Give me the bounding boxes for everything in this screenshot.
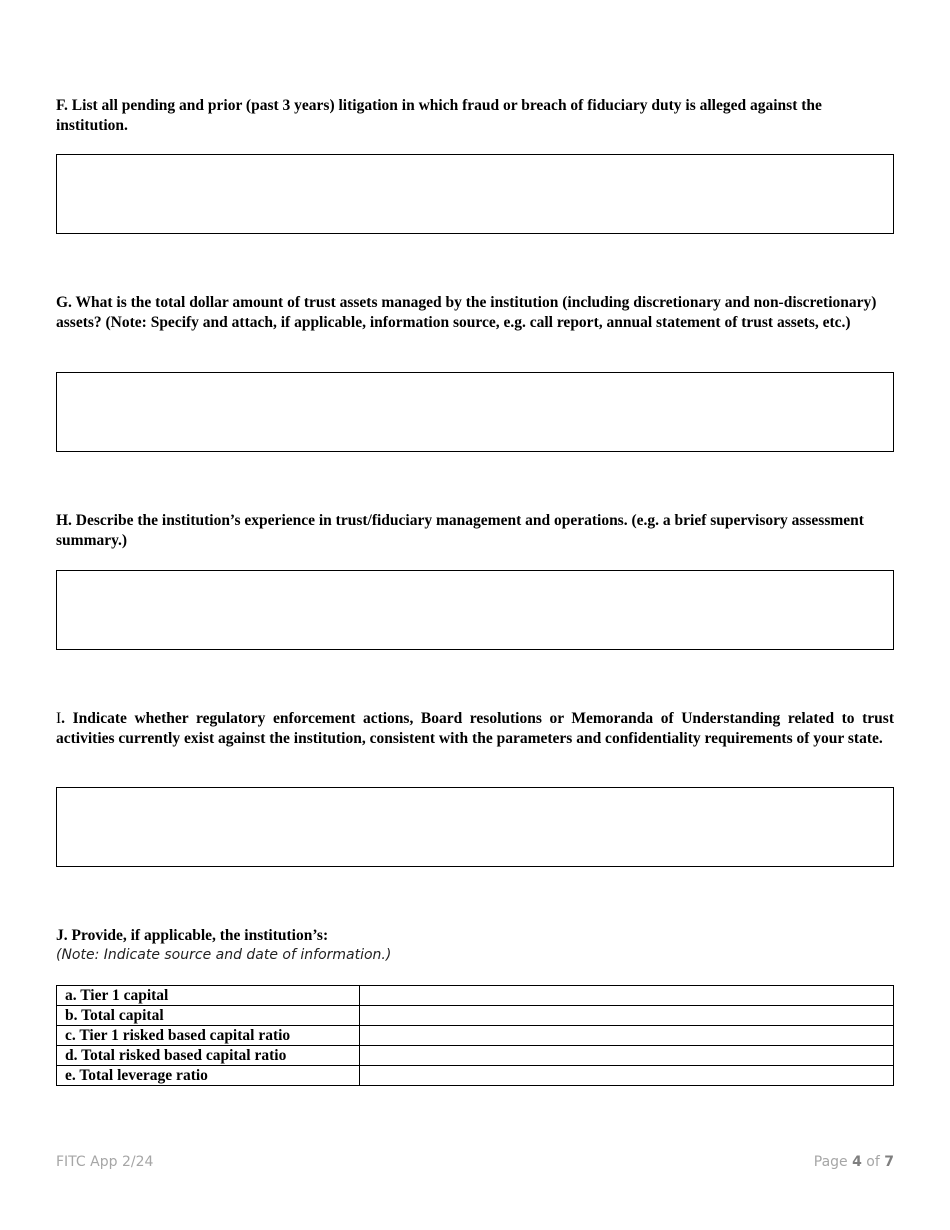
row-label-tier1-risk-ratio: c. Tier 1 risked based capital ratio [57,1026,360,1046]
footer-page-current: 4 [852,1154,862,1170]
answer-box-h[interactable] [56,570,894,650]
question-i-text: . Indicate whether regulatory enforcement actions, Board resolutions or Memoranda of Understanding related to trust activities currently exist against the institution, consistent with the parameters and confidentiality requirements of your state. [56,710,894,747]
row-value-total-capital[interactable] [360,1006,894,1026]
row-value-total-risk-ratio[interactable] [360,1046,894,1066]
row-label-tier1-capital: a. Tier 1 capital [57,986,360,1006]
answer-box-g[interactable] [56,372,894,452]
question-j: J. Provide, if applicable, the institution’s: [56,927,329,944]
question-h: H. Describe the institution’s experience in trust/fiduciary management and operations. (e.g. a brief supervisory assessment summary.) [56,512,864,549]
answer-box-i[interactable] [56,787,894,867]
row-value-tier1-capital[interactable] [360,986,894,1006]
row-label-leverage-ratio: e. Total leverage ratio [57,1066,360,1086]
capital-table [56,985,894,1086]
question-f: F. List all pending and prior (past 3 years) litigation in which fraud or breach of fiduciary duty is alleged against the institution. [56,97,822,134]
footer-page-number [814,1153,894,1171]
answer-box-f[interactable] [56,154,894,234]
table-row [57,1006,894,1026]
footer-form-id: FITC App 2/24 [56,1154,154,1170]
footer-page-total: 7 [884,1154,894,1170]
footer-page-of: of [861,1154,885,1170]
table-row [57,1066,894,1086]
row-label-total-capital: b. Total capital [57,1006,360,1026]
table-row [57,1046,894,1066]
question-g: G. What is the total dollar amount of trust assets managed by the institution (including discretionary and non-discretionary) assets? (Note: Specify and attach, if applicable, information source, e.g. call report, annual statement of trust assets, etc.) [56,294,877,331]
row-value-leverage-ratio[interactable] [360,1066,894,1086]
question-j-note: (Note: Indicate source and date of information.) [56,947,392,963]
table-row [57,1026,894,1046]
row-label-total-risk-ratio: d. Total risked based capital ratio [57,1046,360,1066]
question-i [56,709,894,749]
table-row [57,986,894,1006]
question-i-letter: I [56,710,62,727]
row-value-tier1-risk-ratio[interactable] [360,1026,894,1046]
footer-page-prefix: Page [813,1154,853,1170]
